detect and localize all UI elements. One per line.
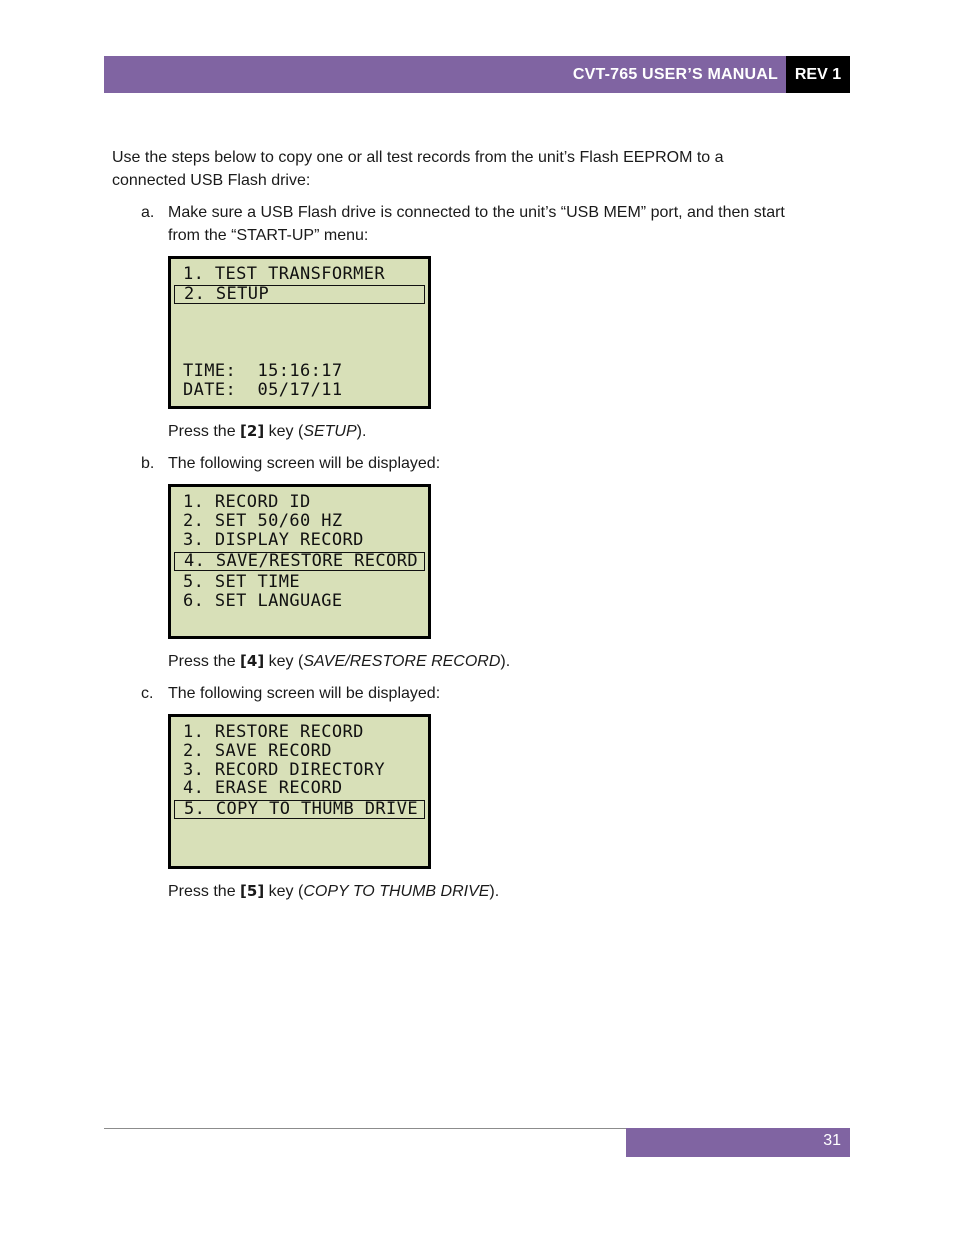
- lcd-line: 1. RESTORE RECORD: [183, 722, 364, 742]
- lcd-line-selected: 5. COPY TO THUMB DRIVE: [174, 800, 425, 819]
- step-a-press-instruction: Press the [2] key (SETUP).: [168, 422, 367, 440]
- step-b-text: The following screen will be displayed:: [168, 455, 441, 472]
- lcd-line: 4. ERASE RECORD: [183, 778, 343, 798]
- intro-line-1: Use the steps below to copy one or all test records from the unit’s Flash EEPROM to a: [112, 149, 724, 166]
- lcd-line: 1. TEST TRANSFORMER: [183, 264, 386, 284]
- lcd-line: 5. SET TIME: [183, 572, 300, 592]
- lcd-setup-menu: [168, 484, 431, 639]
- lcd-line-selected: 4. SAVE/RESTORE RECORD: [174, 552, 425, 571]
- lcd-line: 6. SET LANGUAGE: [183, 591, 343, 611]
- intro-line-2: connected USB Flash drive:: [112, 172, 311, 189]
- lcd-line-date: DATE: 05/17/11: [183, 380, 343, 400]
- key-2: [2]: [240, 422, 265, 440]
- lcd-save-restore-menu: [168, 714, 431, 869]
- step-b-label: b.: [141, 455, 155, 472]
- footer-rule: [104, 1128, 626, 1129]
- step-a-text-line-2: from the “START-UP” menu:: [168, 227, 369, 244]
- step-c-label: c.: [141, 685, 154, 702]
- step-a-text-line-1: Make sure a USB Flash drive is connected to the unit’s “USB MEM” port, and then start: [168, 204, 785, 221]
- manual-title: CVT-765 USER’S MANUAL: [572, 66, 778, 83]
- step-c-press-instruction: Press the [5] key (COPY TO THUMB DRIVE).: [168, 882, 500, 900]
- lcd-line: 3. RECORD DIRECTORY: [183, 760, 386, 780]
- step-c-text: The following screen will be displayed:: [168, 685, 441, 702]
- lcd-line: 2. SET 50/60 HZ: [183, 511, 343, 531]
- page-number-box: [626, 1128, 850, 1157]
- step-b-press-instruction: Press the [4] key (SAVE/RESTORE RECORD).: [168, 652, 511, 670]
- page-number: 31: [823, 1132, 841, 1149]
- lcd-startup-menu: [168, 256, 431, 409]
- lcd-line: 3. DISPLAY RECORD: [183, 530, 364, 550]
- key-5: [5]: [240, 882, 265, 900]
- revision-badge: REV 1: [786, 56, 850, 93]
- lcd-line: 2. SAVE RECORD: [183, 741, 332, 761]
- lcd-line: 1. RECORD ID: [183, 492, 311, 512]
- step-a-label: a.: [141, 204, 155, 221]
- lcd-line-time: TIME: 15:16:17: [183, 361, 343, 381]
- lcd-line-selected: 2. SETUP: [174, 285, 425, 304]
- header-bar: [104, 56, 850, 93]
- key-4: [4]: [240, 652, 265, 670]
